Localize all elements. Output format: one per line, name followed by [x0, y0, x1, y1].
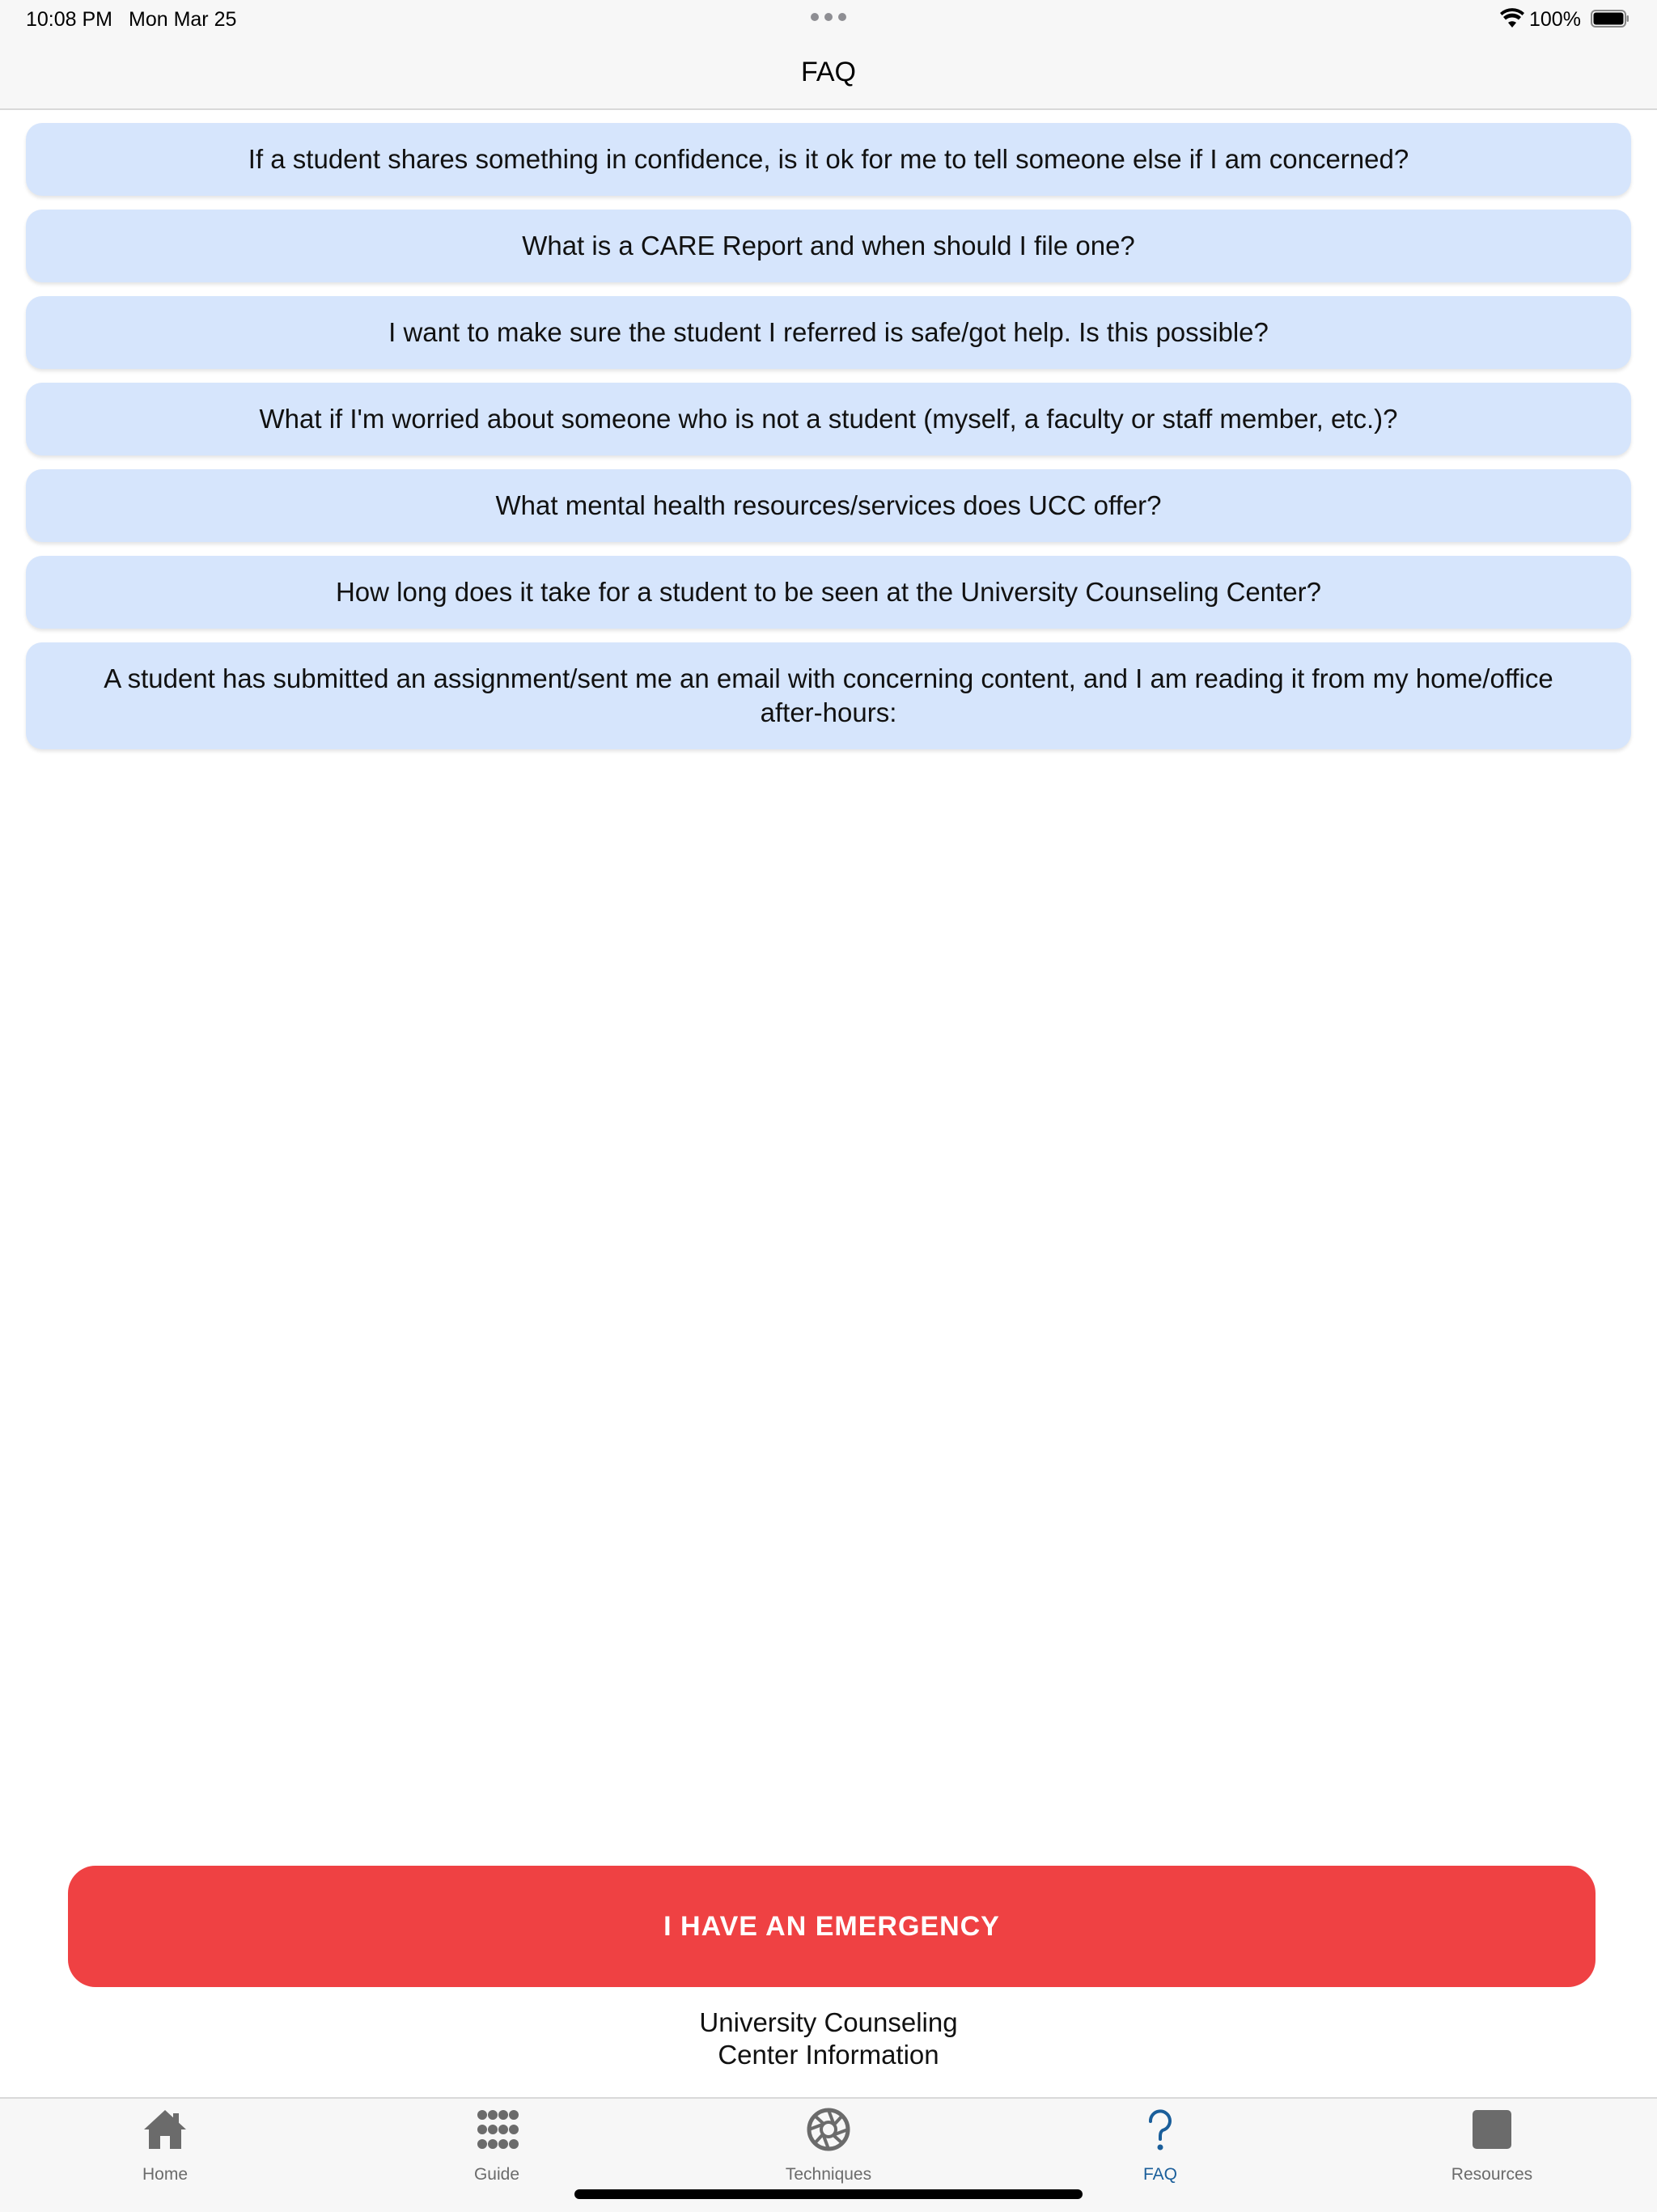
tab-techniques[interactable]	[748, 2099, 909, 2196]
faq-item-after-hours-content[interactable]: A student has submitted an assignment/sent me an email with concerning content, and I am reading it from my home/office after-hours:	[26, 642, 1631, 749]
wifi-icon	[1500, 8, 1524, 29]
tab-faq[interactable]	[1079, 2099, 1241, 2196]
question-mark-icon	[1138, 2107, 1183, 2152]
tab-faq-label: FAQ	[1142, 2165, 1177, 2184]
tab-guide[interactable]	[416, 2099, 578, 2196]
home-icon	[142, 2107, 188, 2152]
square-icon	[1469, 2107, 1515, 2152]
faq-list	[26, 123, 1631, 763]
faq-item-referral-followup[interactable]: I want to make sure the student I referred is safe/got help. Is this possible?	[26, 296, 1631, 369]
faq-item-wait-time[interactable]: How long does it take for a student to be seen at the University Counseling Center?	[26, 556, 1631, 629]
navigation-bar	[0, 39, 1657, 110]
tab-resources-label: Resources	[1451, 2165, 1533, 2184]
page-title: FAQ	[800, 57, 857, 87]
faq-item-non-student-concern[interactable]: What if I'm worried about someone who is not a student (myself, a faculty or staff member, etc.)?	[26, 383, 1631, 456]
tab-resources[interactable]	[1411, 2099, 1573, 2196]
tab-home[interactable]	[84, 2099, 246, 2196]
multitasking-dots-icon[interactable]	[811, 13, 846, 21]
battery-icon	[1591, 10, 1629, 28]
faq-item-confidentiality[interactable]: If a student shares something in confidence, is it ok for me to tell someone else if I am concerned?	[26, 123, 1631, 196]
grid-dots-icon	[474, 2107, 519, 2152]
emergency-button[interactable]: I HAVE AN EMERGENCY	[68, 1866, 1596, 1987]
ucc-info-line-1: University Counseling	[699, 2007, 958, 2037]
tab-techniques-label: Techniques	[785, 2165, 872, 2184]
status-time: 10:08 PM	[26, 8, 113, 31]
faq-item-ucc-services[interactable]: What mental health resources/services does UCC offer?	[26, 469, 1631, 542]
status-date: Mon Mar 25	[129, 8, 237, 31]
home-indicator[interactable]	[574, 2189, 1083, 2199]
status-bar	[0, 0, 1657, 39]
tab-home-label: Home	[142, 2165, 189, 2184]
ucc-information-link[interactable]	[0, 2006, 1657, 2071]
aperture-icon	[806, 2107, 851, 2152]
faq-item-care-report[interactable]: What is a CARE Report and when should I file one?	[26, 210, 1631, 282]
ucc-info-line-2: Center Information	[718, 2040, 939, 2070]
tab-guide-label: Guide	[473, 2165, 520, 2184]
battery-percent: 100%	[1529, 8, 1581, 31]
